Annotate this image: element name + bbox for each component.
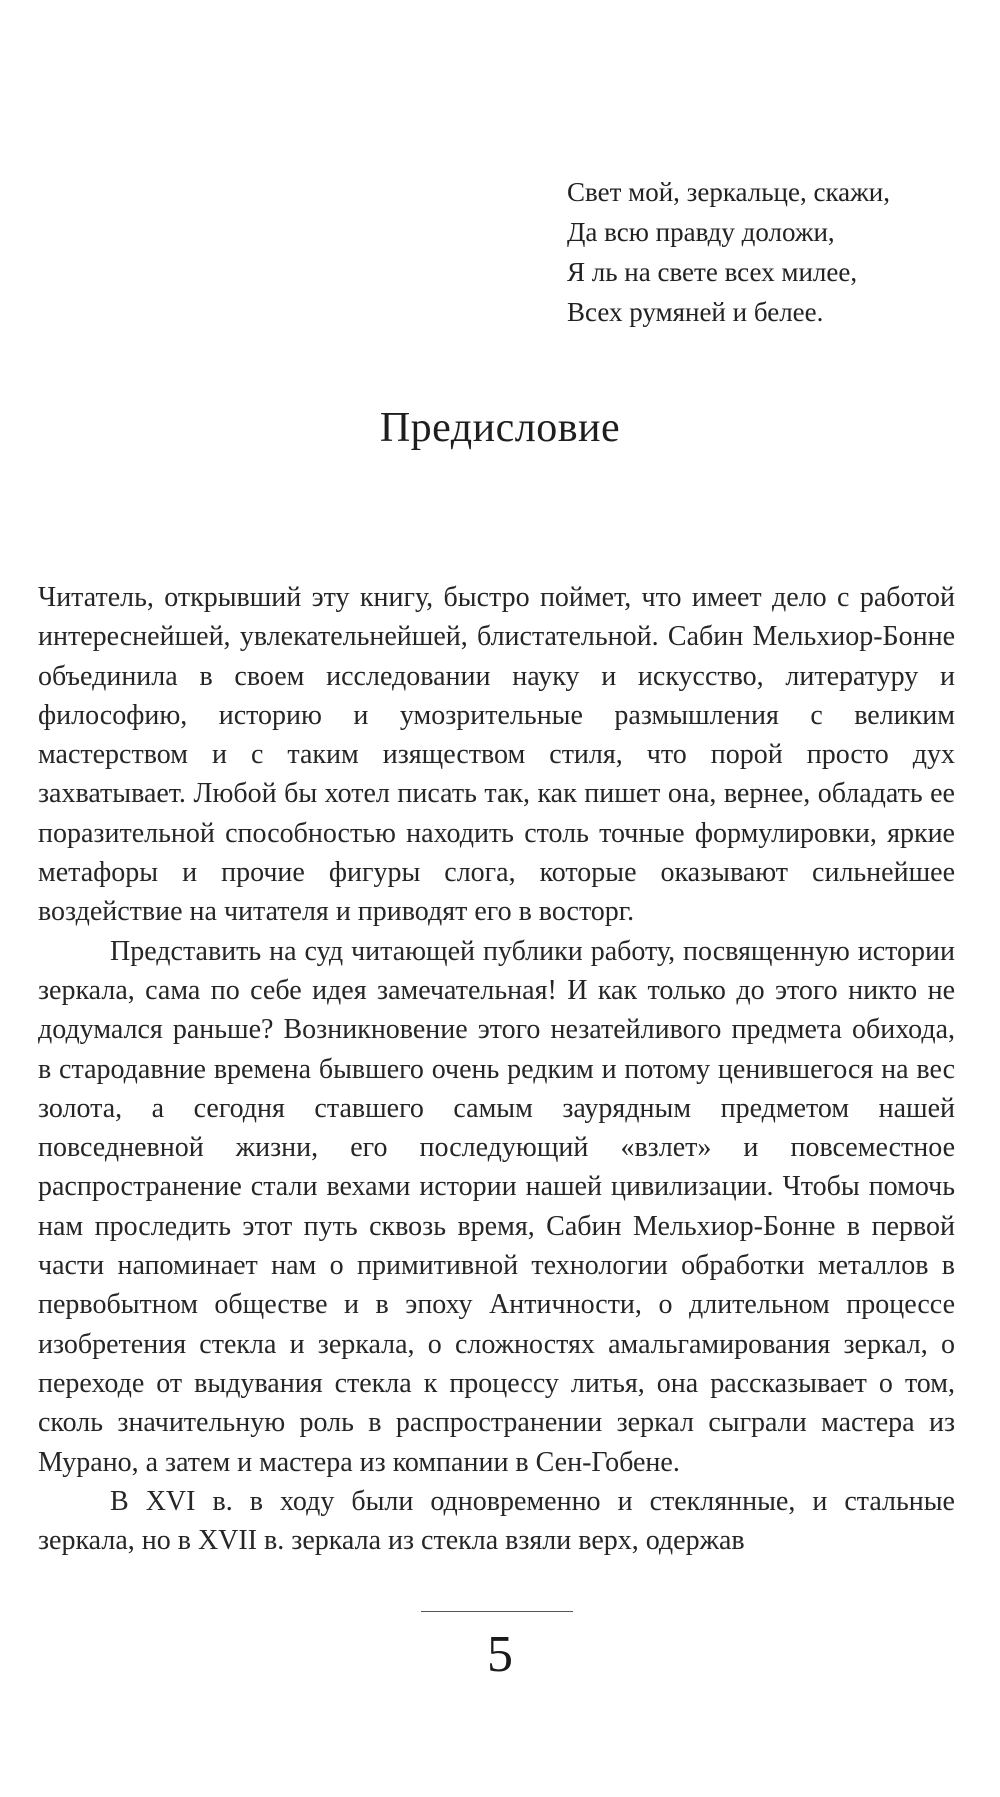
body-text — [38, 578, 955, 1560]
paragraph: Представить на суд читающей публики работу, посвященную истории зеркала, сама по себе идея замечательная! И как только до этого никто не додумался раньше? Возникновение этого незатейливого предмета обихода, в стародавние времена бывшего очень редким и потому ценившегося на вес золота, а сегодня ставшего самым заурядным предметом нашей повседневной жизни, его последующий «взлет» и повсеместное распространение стали вехами истории нашей цивилизации. Чтобы помочь нам проследить этот путь сквозь время, Сабин Мельхиор-Бонне в первой части напоминает нам о примитивной технологии обработки металлов в первобытном обществе и в эпоху Античности, о длительном процессе изобретения стекла и зеркала, о сложностях амальгамирования зеркал, о переходе от выдувания стекла к процессу литья, она рассказывает о том, сколь значительную роль в распространении зеркал сыграли мастера из Мурано, а затем и мастера из компании в Сен-Гобене. — [38, 935, 955, 1478]
epigraph-line: Всех румяней и белее. — [567, 297, 824, 327]
chapter-title: Предисловие — [379, 405, 621, 451]
epigraph — [567, 172, 890, 332]
page-number: 5 — [487, 1626, 513, 1683]
epigraph-line: Свет мой, зеркальце, скажи, — [567, 177, 890, 207]
paragraph: В XVI в. в ходу были одновременно и стеклянные, и стальные зеркала, но в XVII в. зеркала из стекла взяли верх, одержав — [38, 1485, 955, 1557]
epigraph-line: Я ль на свете всех милее, — [567, 257, 858, 287]
paragraph: Читатель, открывший эту книгу, быстро поймет, что имеет дело с работой интереснейшей, увлекательнейшей, блистательной. Сабин Мельхиор-Бонне объединила в своем исследовании науку и искусство, литературу и философию, историю и умозрительные размышления с великим мастерством и с таким изяществом стиля, что порой просто дух захватывает. Любой бы хотел писать так, как пишет она, вернее, обладать ее поразительной способностью находить столь точные формулировки, яркие метафоры и прочие фигуры слога, которые оказывают сильнейшее воздействие на читателя и приводят его в восторг. — [38, 582, 955, 928]
page-number-rule — [421, 1611, 573, 1612]
epigraph-line: Да всю правду доложи, — [567, 217, 835, 247]
